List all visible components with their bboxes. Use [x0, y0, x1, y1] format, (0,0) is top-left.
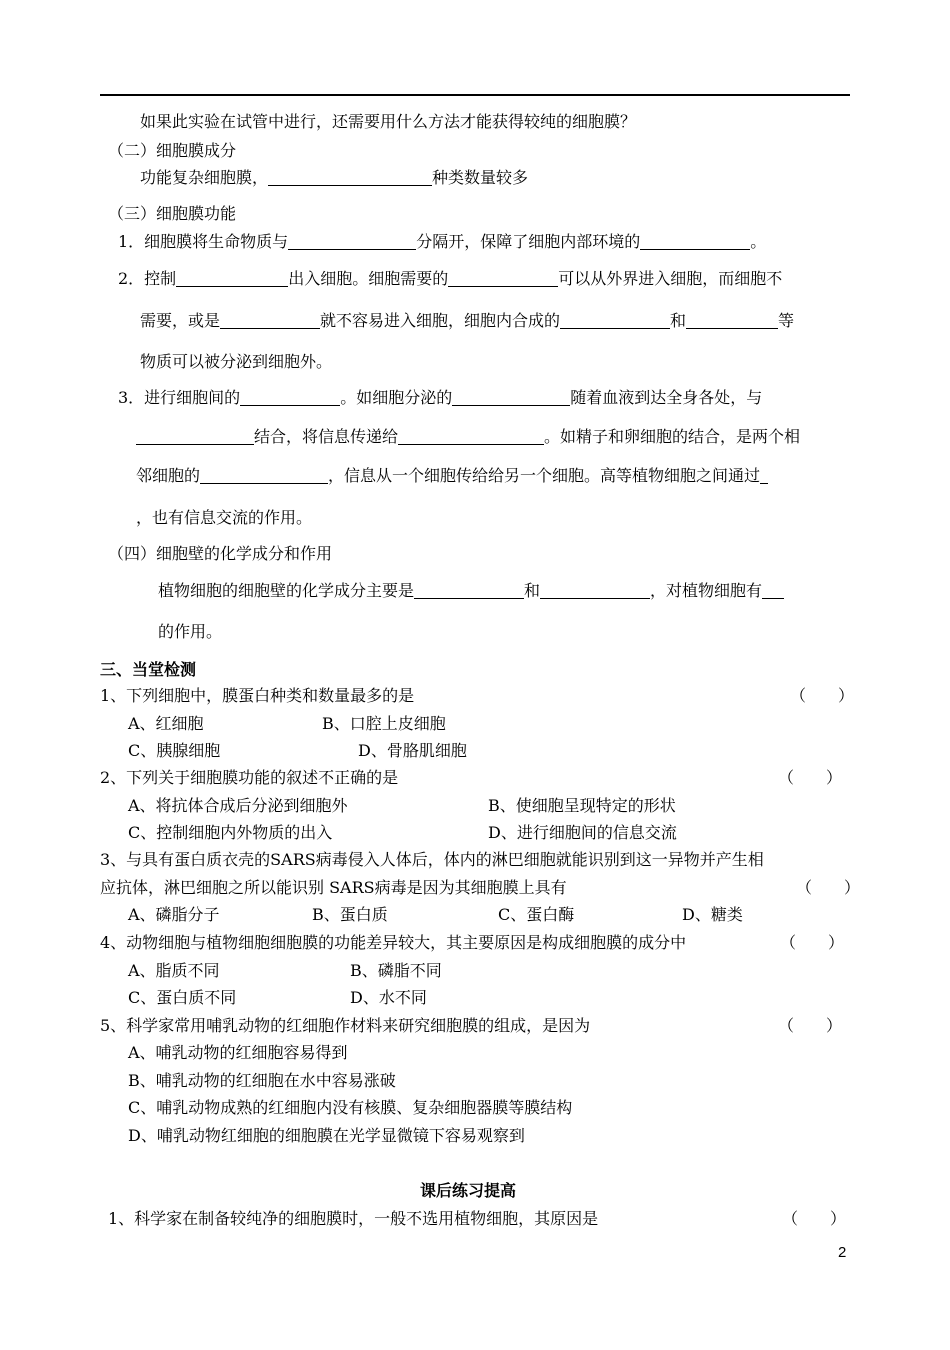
blank-field[interactable] [686, 312, 778, 329]
q1-option-d: D、骨胳肌细胞 [358, 741, 467, 760]
q2-option-b: B、使细胞呈现特定的形状 [488, 796, 676, 815]
answer-paren[interactable]: （ ） [790, 686, 855, 705]
function-item-2-line-3: 物质可以被分泌到细胞外。 [140, 352, 333, 371]
function-item-2-line-1: 2．控制 出入细胞。细胞需要的 可以从外界进入细胞，而细胞不 [118, 269, 783, 288]
question-3-stem-line-2: 应抗体，淋巴细胞之所以能识别 SARS病毒是因为其细胞膜上具有 [100, 878, 567, 897]
function-item-3-line-3: 邻细胞的 ，信息从一个细胞传给给另一个细胞。高等植物细胞之间通过 [136, 465, 768, 487]
blank-field[interactable] [762, 582, 784, 599]
q3-option-a: A、磷脂分子 [128, 905, 220, 924]
function-item-2-line-2: 需要，或是 就不容易进入细胞，细胞内合成的 和 等 [140, 311, 795, 330]
blank-field[interactable] [540, 582, 650, 599]
q2-option-c: C、控制细胞内外物质的出入 [128, 823, 333, 842]
section-membrane-composition: （二）细胞膜成分 [108, 141, 237, 160]
answer-paren[interactable]: （ ） [780, 933, 845, 952]
q1-option-a: A、红细胞 [128, 714, 204, 733]
q4-option-b: B、磷脂不同 [350, 961, 442, 980]
cell-wall-line-1: 植物细胞的细胞壁的化学成分主要是 和 ，对植物细胞有 [158, 580, 784, 602]
function-item-3-line-1: 3．进行细胞间的 。如细胞分泌的 随着血液到达全身各处，与 [118, 388, 763, 407]
after-question-1-stem: 1、科学家在制备较纯净的细胞膜时，一般不选用植物细胞，其原因是 [108, 1209, 599, 1228]
q4-option-a: A、脂质不同 [128, 961, 220, 980]
q5-option-c: C、哺乳动物成熟的红细胞内没有核膜、复杂细胞器膜等膜结构 [128, 1098, 573, 1117]
composition-line: 功能复杂细胞膜， 种类数量较多 [140, 168, 529, 187]
blank-field[interactable] [398, 428, 544, 445]
blank-field[interactable] [176, 270, 288, 287]
section-cell-wall: （四）细胞壁的化学成分和作用 [108, 544, 333, 563]
answer-paren[interactable]: （ ） [782, 1209, 847, 1228]
blank-field[interactable] [452, 389, 570, 406]
q4-option-c: C、蛋白质不同 [128, 988, 237, 1007]
function-item-3-line-4: ，也有信息交流的作用。 [136, 508, 313, 527]
blank-field[interactable] [414, 582, 524, 599]
q5-option-b: B、哺乳动物的红细胞在水中容易涨破 [128, 1071, 396, 1090]
question-3-stem-line-1: 3、与具有蛋白质衣壳的SARS病毒侵入人体后，体内的淋巴细胞就能识别到这一异物并产生相 [100, 850, 764, 869]
blank-field[interactable] [760, 467, 768, 484]
page-number: 2 [838, 1244, 847, 1261]
blank-field[interactable] [640, 233, 750, 250]
answer-paren[interactable]: （ ） [778, 1016, 843, 1035]
header-rule [100, 94, 850, 96]
section-membrane-function: （三）细胞膜功能 [108, 204, 237, 223]
q5-option-a: A、哺乳动物的红细胞容易得到 [128, 1043, 348, 1062]
question-2-stem: 2、下列关于细胞膜功能的叙述不正确的是 [100, 768, 399, 787]
blank-field[interactable] [240, 389, 340, 406]
blank-field[interactable] [448, 270, 558, 287]
blank-field[interactable] [268, 169, 432, 186]
answer-paren[interactable]: （ ） [796, 878, 861, 897]
function-item-3-line-2: 结合，将信息传递给 。如精子和卵细胞的结合，是两个相 [136, 426, 800, 448]
q1-option-b: B、口腔上皮细胞 [322, 714, 446, 733]
q2-option-d: D、进行细胞间的信息交流 [488, 823, 677, 842]
function-item-1: 1．细胞膜将生命物质与 分隔开，保障了细胞内部环境的 。 [118, 232, 767, 251]
q2-option-a: A、将抗体合成后分泌到细胞外 [128, 796, 348, 815]
q4-option-d: D、水不同 [350, 988, 427, 1007]
q3-option-d: D、糖类 [682, 905, 743, 924]
in-class-test-heading: 三、当堂检测 [100, 660, 197, 679]
q3-option-b: B、蛋白质 [312, 905, 388, 924]
answer-paren[interactable]: （ ） [778, 768, 843, 787]
after-class-heading: 课后练习提高 [420, 1181, 517, 1200]
cell-wall-line-2: 的作用。 [158, 622, 223, 641]
question-1-stem: 1、下列细胞中，膜蛋白种类和数量最多的是 [100, 686, 415, 705]
blank-field[interactable] [200, 467, 328, 484]
q1-option-c: C、胰腺细胞 [128, 741, 221, 760]
blank-field[interactable] [288, 233, 416, 250]
experiment-question: 如果此实验在试管中进行，还需要用什么方法才能获得较纯的细胞膜？ [140, 112, 637, 131]
question-5-stem: 5、科学家常用哺乳动物的红细胞作材料来研究细胞膜的组成，是因为 [100, 1016, 591, 1035]
q5-option-d: D、哺乳动物红细胞的细胞膜在光学显微镜下容易观察到 [128, 1126, 525, 1145]
blank-field[interactable] [136, 428, 254, 445]
q3-option-c: C、蛋白酶 [498, 905, 575, 924]
blank-field[interactable] [560, 312, 670, 329]
question-4-stem: 4、动物细胞与植物细胞细胞膜的功能差异较大，其主要原因是构成细胞膜的成分中 [100, 933, 687, 952]
blank-field[interactable] [220, 312, 320, 329]
